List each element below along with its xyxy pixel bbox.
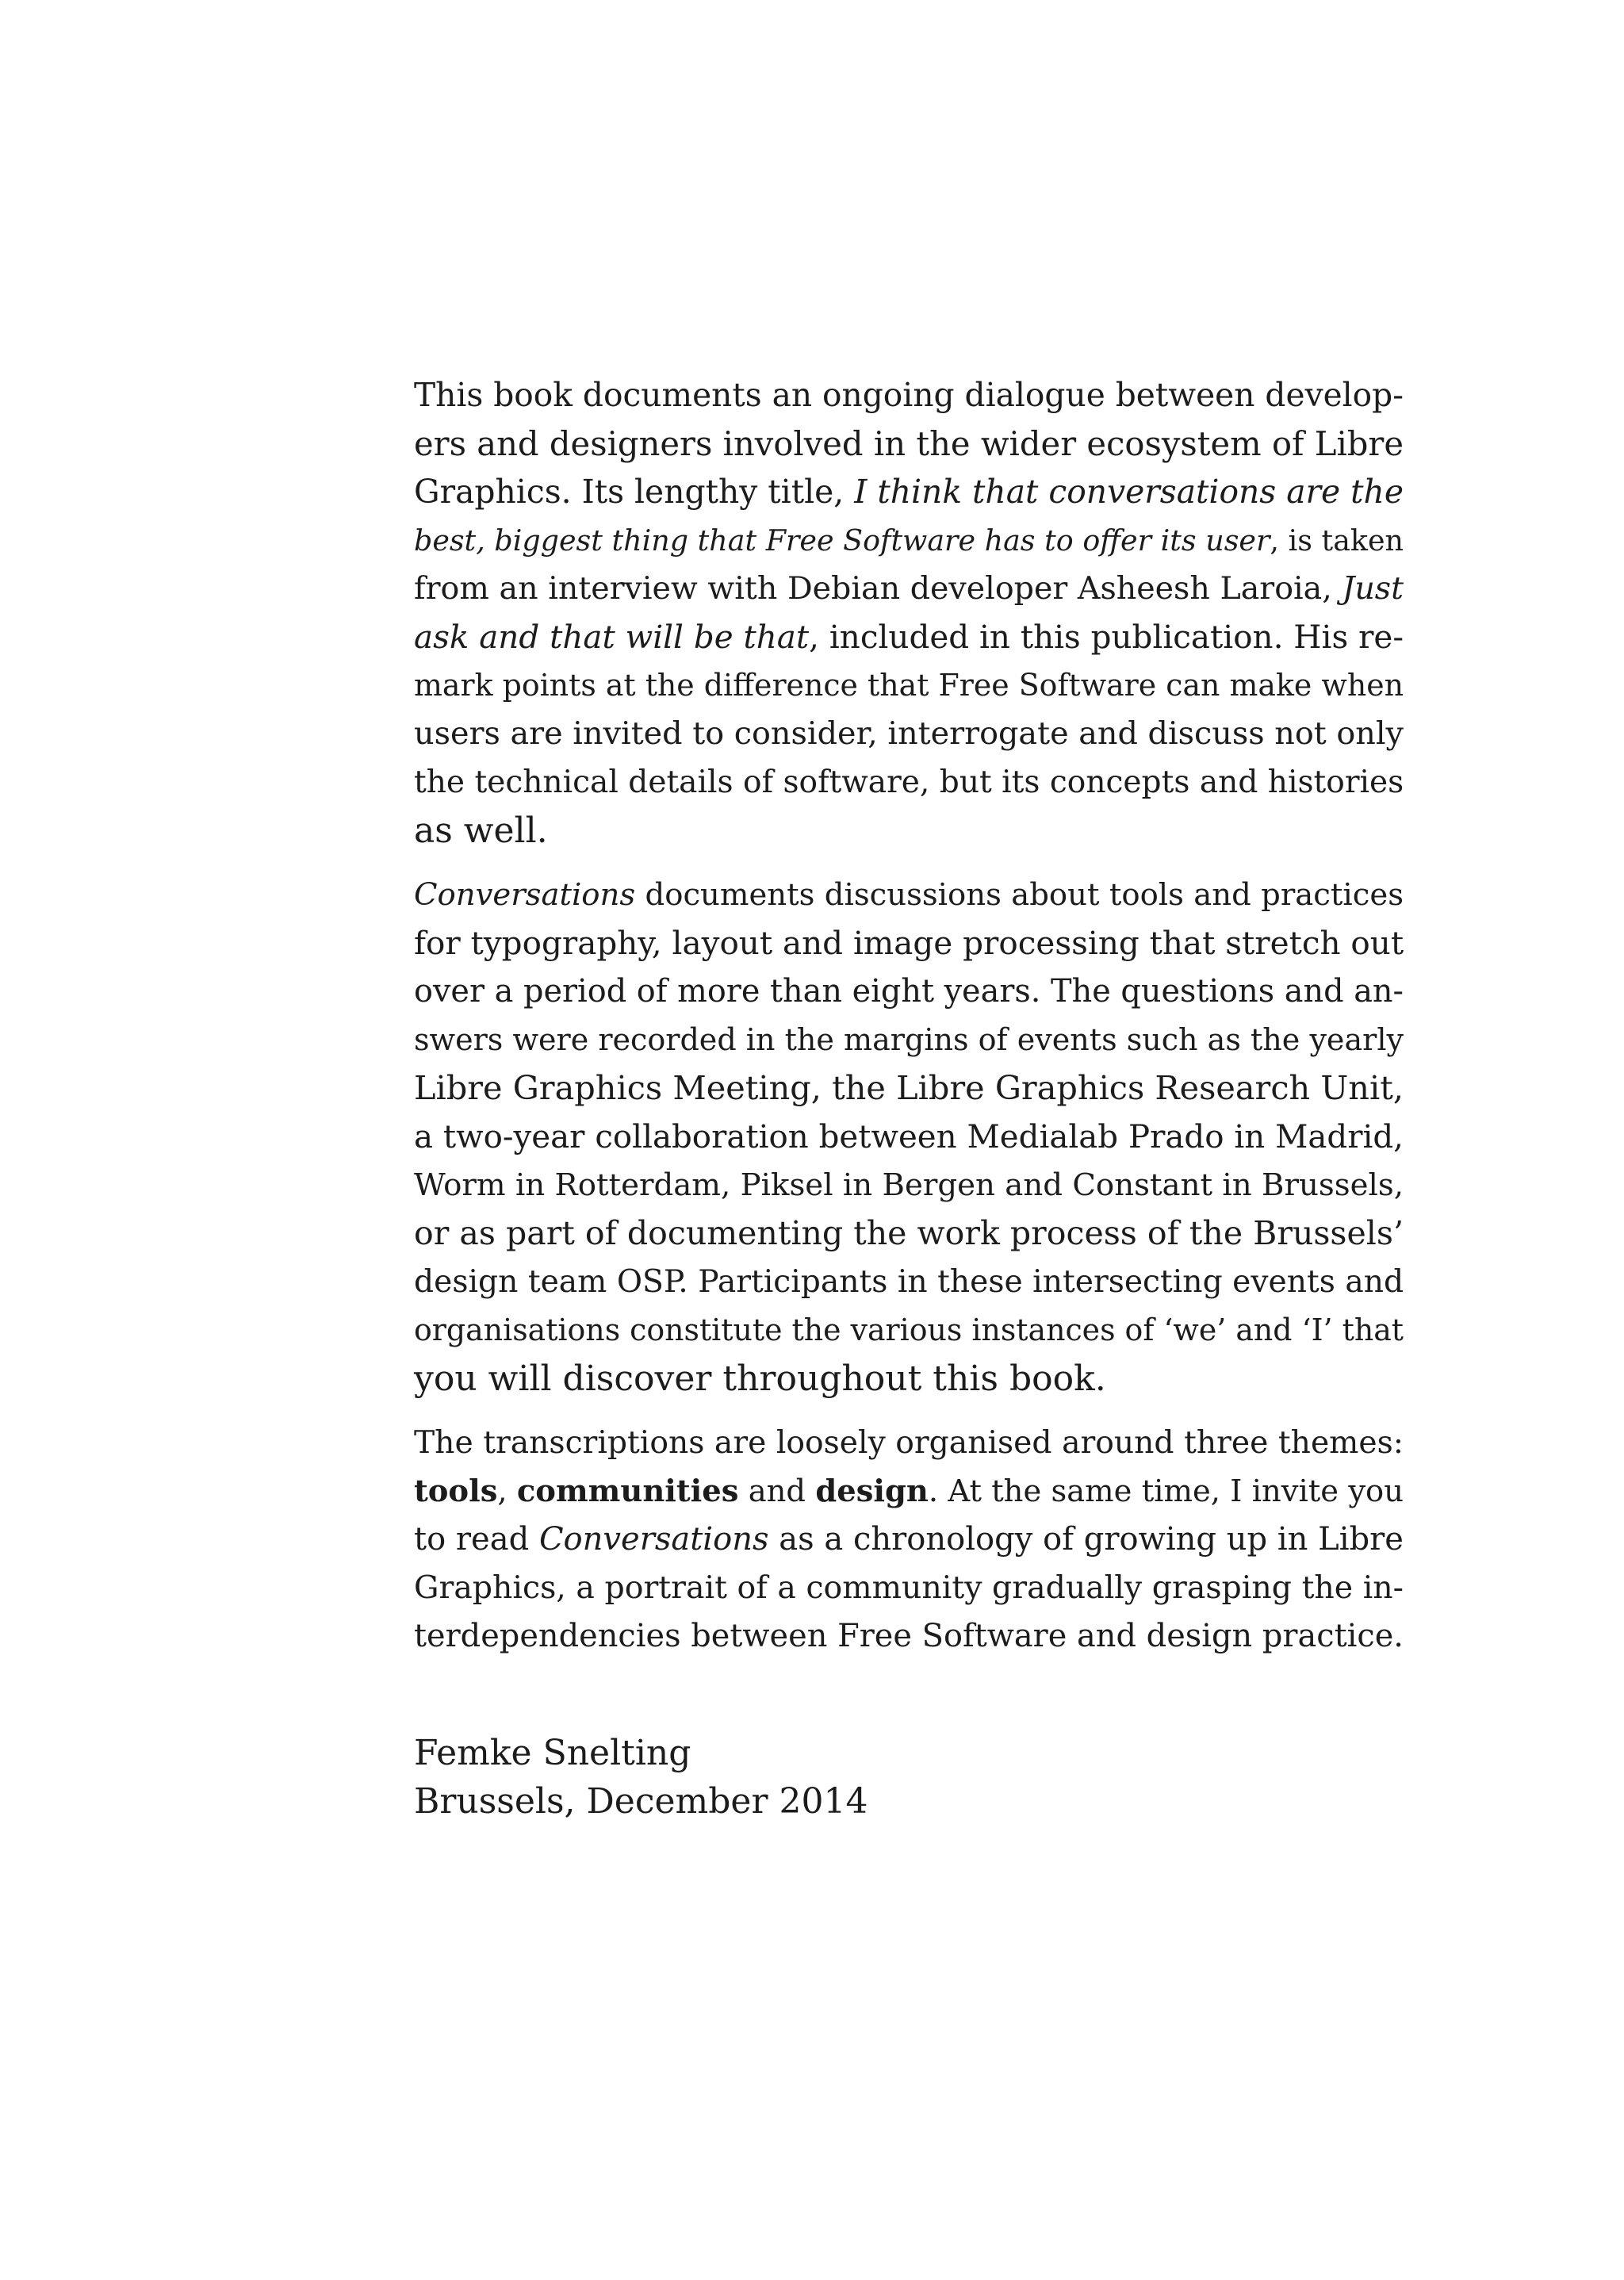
- text-line: you will discover throughout this book.: [414, 1358, 1106, 1399]
- text-line: [414, 613, 1404, 661]
- text-line: over a period of more than eight years. The questions and an-: [414, 973, 1404, 1010]
- text-line: the technical details of software, but its concepts and histories: [414, 764, 1404, 800]
- text-run: as a chronology of growing up in Libre: [768, 1521, 1404, 1558]
- text-line: Libre Graphics Meeting, the Libre Graphics Research Unit,: [414, 1069, 1404, 1107]
- text-run: . At the same time, I invite you: [928, 1473, 1404, 1509]
- text-line: ers and designers involved in the wider ecosystem of Libre: [414, 424, 1404, 463]
- book-title-italic: Conversations: [414, 877, 636, 913]
- text-line: organisations constitute the various instances of ‘we’ and ‘I’ that: [414, 1312, 1404, 1347]
- text-line: as well.: [414, 810, 548, 851]
- text-line: [414, 565, 1404, 613]
- text-line: users are invited to consider, interrogate and discuss not only: [414, 715, 1404, 752]
- text-run: from an interview with Debian developer Asheesh Laroia,: [414, 570, 1342, 607]
- text-line: a two-year collaboration between Medialab Prado in Madrid,: [414, 1118, 1404, 1155]
- text-line: [414, 1467, 1404, 1516]
- intro-text: [414, 371, 1404, 1676]
- text-line: swers were recorded in the margins of events such as the yearly: [414, 1022, 1404, 1057]
- signature: [414, 1729, 868, 1826]
- text-line: [414, 468, 1404, 516]
- theme-communities: communities: [516, 1473, 739, 1509]
- text-run: and: [738, 1473, 816, 1509]
- text-run: documents discussions about tools and practices: [635, 877, 1404, 913]
- text-line: Graphics, a portrait of a community gradually grasping the in-: [414, 1569, 1404, 1606]
- interview-title-italic: ask and that will be that: [414, 618, 810, 656]
- text-run: ,: [497, 1473, 517, 1509]
- place-date: Brussels, December 2014: [414, 1781, 868, 1822]
- text-line: This book documents an ongoing dialogue between develop-: [414, 376, 1404, 414]
- interview-title-italic: Just: [1342, 570, 1404, 607]
- text-line: The transcriptions are loosely organised around three themes:: [414, 1425, 1404, 1461]
- title-italic: I think that conversations are the: [854, 473, 1404, 511]
- text-line: [414, 871, 1404, 919]
- text-line: terdependencies between Free Software and design practice.: [414, 1618, 1404, 1654]
- text-line: Worm in Rotterdam, Piksel in Bergen and Constant in Brussels,: [414, 1167, 1404, 1203]
- text-run: , included in this publication. His re-: [809, 618, 1404, 656]
- title-italic: best, biggest thing that Free Software has to offer its user: [414, 523, 1270, 558]
- text-line: for typography, layout and image processing that stretch out: [414, 924, 1404, 962]
- theme-design: design: [815, 1473, 929, 1509]
- text-run: to read: [414, 1521, 539, 1558]
- text-line: design team OSP. Participants in these intersecting events and: [414, 1264, 1404, 1300]
- paragraph-3: [414, 1419, 1404, 1661]
- text-run: , is taken: [1270, 523, 1404, 558]
- book-title-italic: Conversations: [538, 1521, 769, 1558]
- paragraph-2: [414, 871, 1404, 1403]
- paragraph-1: [414, 371, 1404, 855]
- text-line: [414, 1516, 1404, 1564]
- author-name: Femke Snelting: [414, 1733, 691, 1773]
- text-run: Graphics. Its lengthy title,: [414, 473, 855, 511]
- text-line: [414, 516, 1404, 565]
- text-line: mark points at the difference that Free Software can make when: [414, 668, 1404, 703]
- theme-tools: tools: [414, 1473, 498, 1509]
- text-line: or as part of documenting the work process of the Brussels’: [414, 1214, 1404, 1252]
